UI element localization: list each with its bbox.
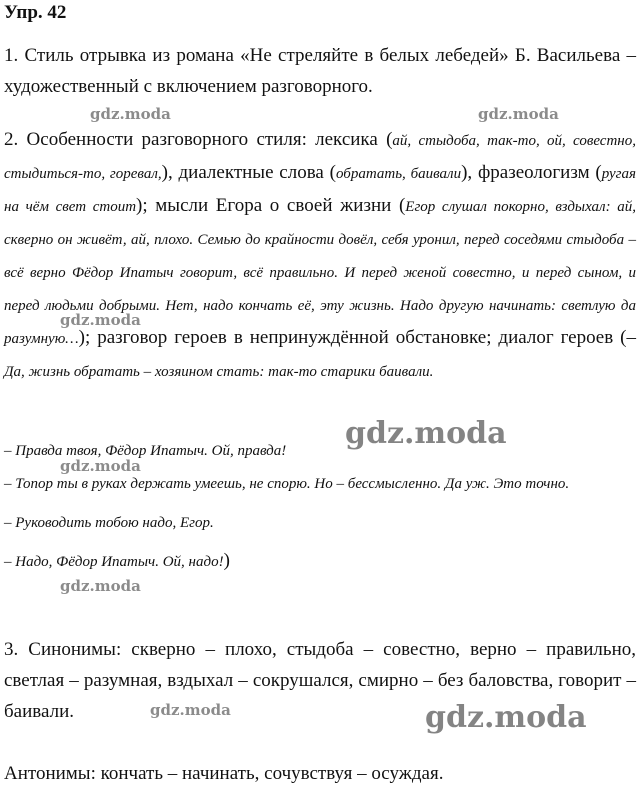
dialect-words: обратать, баивали	[336, 166, 462, 182]
p2-text-a: 2. Особенности разговорного стиля: лексика (	[4, 129, 393, 150]
exercise-title: Упр. 42	[4, 2, 67, 23]
watermark: gdz.moda	[90, 105, 171, 123]
watermark: gdz.moda	[478, 105, 559, 123]
p2-text-b: ), диалектные слова (	[161, 162, 336, 183]
watermark: gdz.moda	[60, 311, 141, 329]
watermark: gdz.moda	[60, 577, 141, 595]
dialog-line: – Правда твоя, Фёдор Ипатыч. Ой, правда!	[4, 443, 287, 459]
paragraph-3: 3. Синонимы: скверно – плохо, стыдоба – совестно, верно – правильно, светлая – разумная, вздыхал – сокрушался, смирно – без баловства, говорит – баивали.	[4, 639, 636, 722]
paragraph-2	[4, 124, 636, 388]
lexis-examples: ай, стыдоба, так-то, ой, совестно, стыдиться-то, горевал,	[4, 133, 636, 182]
dialog-line: – Надо, Фёдор Ипатыч. Ой, надо!)	[4, 550, 230, 571]
egor-thoughts: Егор слушал покорно, вздыхал: ай, скверно он живёт, ай, плохо. Семью до крайности довёл, себя уронил, перед соседями стыдоба – всё верно Фёдор Ипатыч говорит, всё правильно. И перед женой совестно, и перед сыном, и перед людьми добрыми. Нет, надо кончать её, эту жизнь. Надо другую начинать: светлую да разумную…	[4, 199, 636, 347]
dialog-line: – Топор ты в руках держать умеешь, не спорю. Но – бессмысленно. Да уж. Это точно.	[4, 476, 570, 492]
dialog-block	[4, 434, 636, 578]
watermark: gdz.moda	[60, 457, 141, 475]
dialog-line-0: Да, жизнь обратать – хозяином стать: так-то старики баивали.	[4, 364, 434, 380]
watermark: gdz.moda	[425, 700, 587, 735]
watermark: gdz.moda	[150, 701, 231, 719]
p2-text-e: ); разговор героев в непринуждённой обстановке; диалог героев (–	[78, 327, 636, 348]
paragraph-4: Антонимы: кончать – начинать, сочувствуя – осуждая.	[4, 763, 444, 784]
dialog-line: – Руководить тобою надо, Егор.	[4, 515, 214, 531]
p2-text-d: ); мысли Егора о своей жизни (	[136, 195, 406, 216]
watermark: gdz.moda	[345, 416, 507, 451]
p2-text-c: ), фразеологизм (	[461, 162, 602, 183]
phraseologism: ругая на чём свет стоит	[4, 166, 637, 215]
paragraph-1: 1. Стиль отрывка из романа «Не стреляйте в белых лебедей» Б. Васильева – художественный с включением разговорного.	[4, 45, 636, 97]
